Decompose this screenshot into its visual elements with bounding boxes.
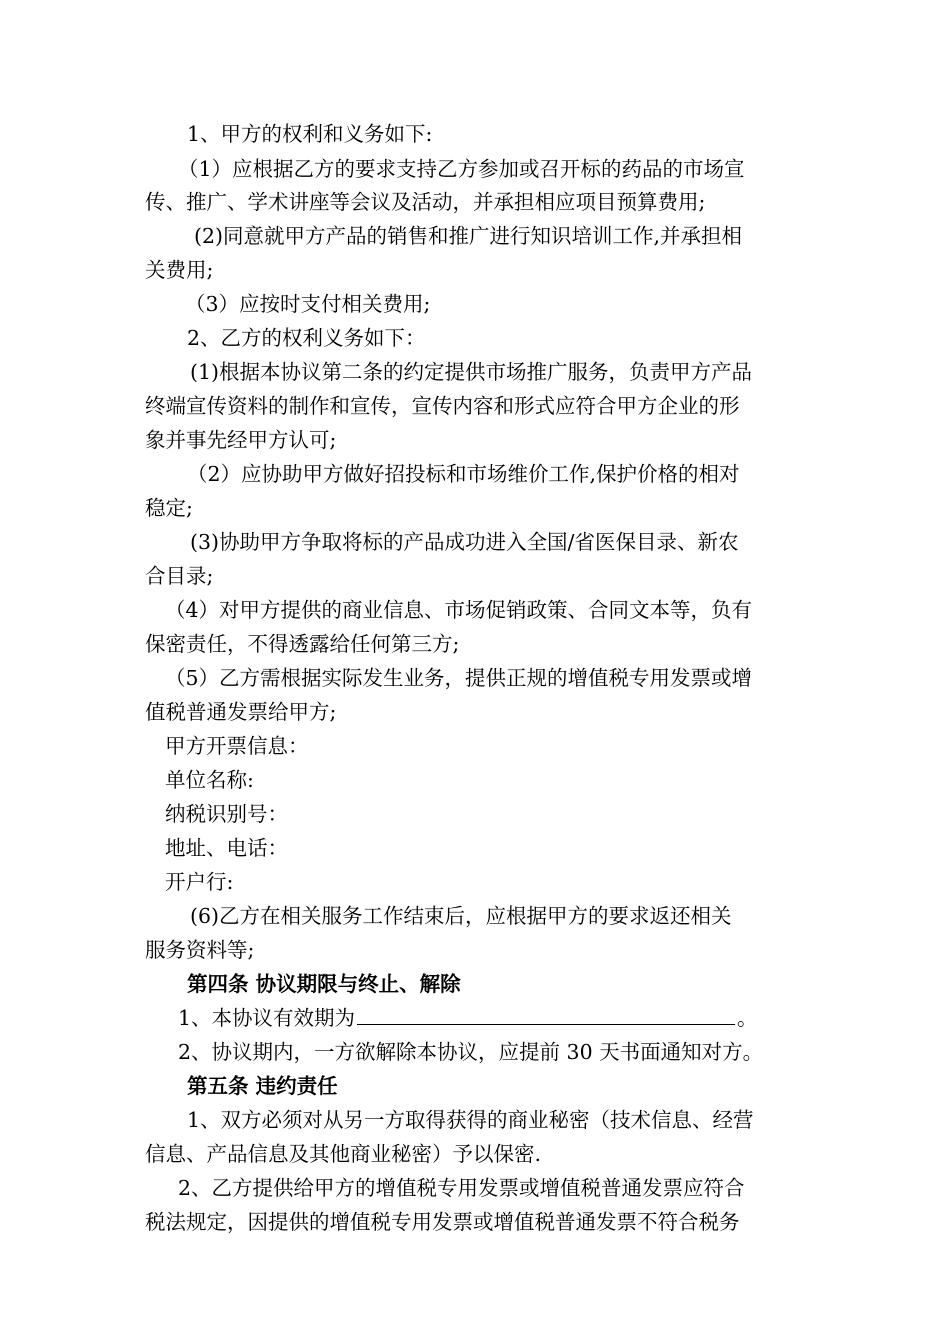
- paragraph-line: （1）应根据乙方的要求支持乙方参加或召开标的药品的市场宣: [178, 157, 745, 181]
- paragraph-line: 2、协议期内，一方欲解除本协议，应提前 30 天书面通知对方。: [178, 1040, 764, 1064]
- paragraph-line: 税法规定，因提供的增值税专用发票或增值税普通发票不符合税务: [145, 1210, 740, 1234]
- paragraph-line: 保密责任，不得透露给任何第三方;: [145, 632, 460, 656]
- paragraph-line: 服务资料等;: [145, 938, 255, 962]
- section-heading-party-b: 2、乙方的权利义务如下：: [187, 326, 426, 350]
- paragraph-line: （2）应协助甲方做好招投标和市场维价工作,保护价格的相对: [187, 462, 740, 486]
- paragraph-line: 稳定;: [145, 496, 193, 520]
- tax-id-field: 纳税识别号：: [165, 802, 288, 826]
- bank-field: 开户行:: [165, 870, 234, 894]
- address-phone-field: 地址、电话：: [165, 836, 288, 860]
- paragraph-line: 值税普通发票给甲方;: [145, 700, 337, 724]
- paragraph-line: 信息、产品信息及其他商业秘密）予以保密.: [145, 1142, 542, 1166]
- paragraph-line: 1、双方必须对从另一方取得获得的商业秘密（技术信息、经营: [187, 1108, 754, 1132]
- paragraph-line: (3)协助甲方争取将标的产品成功进入全国/省医保目录、新农: [190, 530, 739, 554]
- validity-end: 。: [737, 1006, 758, 1030]
- paragraph-line: （5）乙方需根据实际发生业务，提供正规的增值税专用发票或增: [165, 666, 753, 690]
- invoice-info-label: 甲方开票信息：: [165, 734, 309, 758]
- validity-label: 1、本协议有效期为: [178, 1006, 356, 1030]
- paragraph-line: 象并事先经甲方认可;: [145, 428, 337, 452]
- section-heading-party-a: 1、甲方的权利和义务如下:: [187, 122, 433, 146]
- article-5-heading: 第五条 违约责任: [187, 1074, 338, 1098]
- paragraph-line: 合目录;: [145, 564, 214, 588]
- paragraph-line: 2、乙方提供给甲方的增值税专用发票或增值税普通发票应符合: [178, 1176, 745, 1200]
- validity-blank: [357, 1004, 735, 1025]
- paragraph-line: 终端宣传资料的制作和宣传，宣传内容和形式应符合甲方企业的形: [145, 394, 740, 418]
- validity-line: [178, 1004, 758, 1032]
- paragraph-line: 关费用;: [145, 258, 214, 282]
- paragraph-line: (1)根据本协议第二条的约定提供市场推广服务，负责甲方产品: [190, 360, 753, 384]
- paragraph-line: 传、推广、学术讲座等会议及活动，并承担相应项目预算费用;: [145, 190, 706, 214]
- paragraph-line: (6)乙方在相关服务工作结束后，应根据甲方的要求返还相关: [190, 904, 732, 928]
- article-4-heading: 第四条 协议期限与终止、解除: [187, 972, 461, 996]
- paragraph-line: （4）对甲方提供的商业信息、市场促销政策、合同文本等，负有: [165, 598, 753, 622]
- company-name-field: 单位名称:: [165, 768, 254, 792]
- paragraph-line: (2)同意就甲方产品的销售和推广进行知识培训工作,并承担相: [194, 224, 743, 248]
- paragraph-line: （3）应按时支付相关费用;: [185, 292, 431, 316]
